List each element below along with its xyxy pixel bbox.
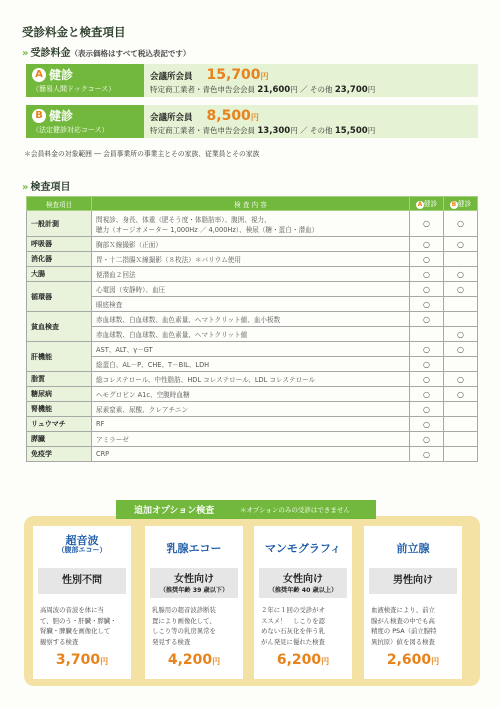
exam-content: RF [92,417,410,432]
plan-a-check: ○ [410,432,444,447]
plan-b-check [444,252,478,267]
target-label: 性別不問 [62,575,102,586]
yen-unit: 円 [367,85,376,94]
header-content: 検 査 内 容 [92,197,410,211]
plan-b-check [444,297,478,312]
exam-row [27,402,478,417]
exam-row [27,252,478,267]
exam-item: 貧血検査 [27,312,92,342]
exam-row [27,237,478,252]
exam-table-header [27,197,478,211]
member-price-line [150,108,259,124]
plan-a-check: ○ [410,417,444,432]
exam-row [27,267,478,282]
exam-row [27,447,478,462]
exam-content: 眼底検査 [92,297,410,312]
other-price-line [150,125,375,136]
plan-b-check: ○ [444,211,478,237]
plan-b-check: ○ [444,267,478,282]
plan-b-check [444,402,478,417]
option-price: 3,700円 [55,652,109,668]
option-name: マンモグラフィ [264,542,342,555]
plan-a-check: ○ [410,342,444,357]
plan-b-check [444,447,478,462]
exam-item: 消化器 [27,252,92,267]
fee-plan-b [26,105,478,138]
option-price: 6,200円 [276,652,330,668]
target-age: （推奨年齢 40 歳以上） [268,587,338,594]
option-name: 超音波 [65,534,99,547]
option-subtitle: （腹部エコー） [57,546,107,554]
plan-a-check: ○ [410,282,444,297]
option-name: 乳腺エコー [166,542,222,555]
member-label: 会議所会員 [150,113,193,123]
plan-b-check: ○ [444,237,478,252]
exam-content: 総蛋白、AL－P、CHE、T－BIL、LDH [92,357,410,372]
plan-subtitle: （法定健診対応コース） [32,126,109,134]
plan-b-check [444,312,478,327]
plan-a-check: ○ [410,267,444,282]
exam-content: 赤血球数、白血球数、血色素量、ヘマトクリット値 [92,327,410,342]
exam-row [27,327,478,342]
target-label: 女性向け [174,574,214,585]
plan-b-check: ○ [444,342,478,357]
plan-b-check: ○ [444,282,478,297]
exam-content: 胃・十二指腸Ｘ線撮影（８枚法）＊バリウム使用 [92,252,410,267]
plan-b-check [444,357,478,372]
plan-b-label: 健診 [457,200,472,208]
member-price: 8,500 [206,108,251,124]
exams-heading [22,178,70,193]
target-age: （推奨年齢 39 歳以下） [159,587,229,594]
target-box [259,568,347,598]
exam-row [27,357,478,372]
member-scope-note: ＊会員料金の対象範囲 ― 会員事業所の事業主とその家族、従業員とその家族 [24,150,260,158]
exams-title: 検査項目 [30,182,71,193]
plan-b-check: ○ [444,387,478,402]
plan-a-label: 健診 [423,200,438,208]
plan-a-check: ○ [410,447,444,462]
exam-content: 便潜血２回法 [92,267,410,282]
plan-letter-badge: B [32,109,46,123]
option-card-ultrasound [33,526,131,679]
options-note: ＊オプションのみの受診はできません [240,506,350,514]
option-description: 血液検査により、前立 腺がん検査の中でも高 精度の PSA（前立腺特 異抗原）値を図る検査 [371,606,437,646]
exam-row [27,211,478,237]
fee-plan-a [26,64,478,97]
header-plan-a [410,197,444,211]
plan-a-check: ○ [410,237,444,252]
exam-content: 胸部Ｘ線撮影（正面） [92,237,410,252]
exam-item: 免疫学 [27,447,92,462]
plan-a-check: ○ [410,357,444,372]
exam-row [27,387,478,402]
page-heading: 受診料金と検査項目 [22,25,126,39]
yen-unit: 円 [250,113,259,122]
exam-table [26,196,478,462]
member-label: 会議所会員 [150,72,193,82]
header-item: 検査項目 [27,197,92,211]
plan-a-check: ○ [410,297,444,312]
option-card-mammography [254,526,352,679]
exam-row [27,432,478,447]
plan-a-badge: A [417,201,423,208]
exam-item: 一般計測 [27,211,92,237]
plan-letter-badge: A [32,68,46,82]
fees-title: 受診料金 [30,48,71,59]
exam-content: CRP [92,447,410,462]
exam-row [27,372,478,387]
option-card-breast-echo [145,526,243,679]
exam-row [27,342,478,357]
plan-subtitle: （簡易人間ドックコース） [32,85,116,93]
option-description: ２年に１回の受診がオ ススメ！ しこりを認 めない石灰化を伴う乳 がん発見に優れた検査 [261,606,325,646]
exam-item: 膵臓 [27,432,92,447]
plan-tag [26,64,144,97]
etc-price: 15,500 [334,126,368,136]
yen-unit: 円 [367,126,376,135]
other-price: 13,300 [257,126,291,136]
plan-a-check: ○ [410,211,444,237]
exam-item: 肝機能 [27,342,92,372]
plan-b-badge: B [451,201,457,208]
plan-name: 健診 [49,68,74,82]
exam-item: 呼吸器 [27,237,92,252]
exam-item: リュウマチ [27,417,92,432]
header-plan-b [444,197,478,211]
other-label: 特定商工業者・青色申告会会員 [150,85,255,94]
exam-row [27,282,478,297]
plan-a-check: ○ [410,252,444,267]
double-chevron-icon: » [22,182,29,193]
exam-content: 問視診、身長、体重（肥そう度・体脂肪率）、腹囲、視力、 聴力（オージオメーター 1,000Hz ／ 4,000Hz）、検尿（糖・蛋白・潜血） [92,211,410,237]
double-chevron-icon: » [22,48,29,59]
other-label: 特定商工業者・青色申告会会員 [150,126,255,135]
fees-note: （表示価格はすべて税込表記です） [70,49,191,58]
option-price: 2,600円 [386,652,440,668]
yen-unit: 円 [260,72,269,81]
plan-a-check: ○ [410,387,444,402]
plan-a-check: ○ [410,312,444,327]
exam-row [27,417,478,432]
exam-row [27,312,478,327]
etc-label: 円 ／ その他 [290,126,333,135]
options-title-bar [116,500,376,519]
plan-b-check: ○ [444,327,478,342]
exam-content: 赤血球数、白血球数、血色素量、ヘマトクリット値、血小板数 [92,312,410,327]
option-card-prostate [364,526,462,679]
plan-b-check: ○ [444,372,478,387]
exam-item: 大腸 [27,267,92,282]
option-price: 4,200円 [167,652,221,668]
etc-price: 23,700 [334,85,368,95]
etc-label: 円 ／ その他 [290,85,333,94]
exam-row [27,297,478,312]
exam-content: AST、ALT、γ－GT [92,342,410,357]
exam-content: 尿素窒素、尿酸、クレアチニン [92,402,410,417]
exam-content: ヘモグロビン A1c、空腹時血糖 [92,387,410,402]
option-name: 前立腺 [396,542,430,555]
exam-content: 総コレステロール、中性脂肪、HDL コレステロール、LDL コレステロール [92,372,410,387]
options-title: 追加オプション検査 [134,506,215,516]
exam-item: 糖尿病 [27,387,92,402]
plan-a-check [410,327,444,342]
exam-content: アミラーゼ [92,432,410,447]
exam-content: 心電図（安静時）、血圧 [92,282,410,297]
exam-item: 循環器 [27,282,92,312]
plan-name: 健診 [49,109,74,123]
exam-item: 脂質 [27,372,92,387]
member-price: 15,700 [206,67,261,83]
plan-b-check [444,432,478,447]
fees-heading [22,44,190,59]
plan-a-check: ○ [410,402,444,417]
plan-a-check: ○ [410,372,444,387]
member-price-line [150,67,269,83]
other-price: 21,600 [257,85,291,95]
exam-item: 腎機能 [27,402,92,417]
plan-tag [26,105,144,138]
other-price-line [150,84,375,95]
target-box [369,568,457,594]
target-label: 女性向け [283,574,323,585]
target-label: 男性向け [393,575,433,586]
option-description: 乳腺用の超音波診断装 置により画像化して、 しこり等の乳房異常を 発見する検査 [152,606,216,646]
option-description: 高周波の音波を体に当 て、胆のう・肝臓・膵臓・ 腎臓・脾臓を画像化して 観察する検査 [40,606,117,646]
target-box [150,568,238,598]
plan-b-check [444,417,478,432]
target-box [38,568,126,594]
